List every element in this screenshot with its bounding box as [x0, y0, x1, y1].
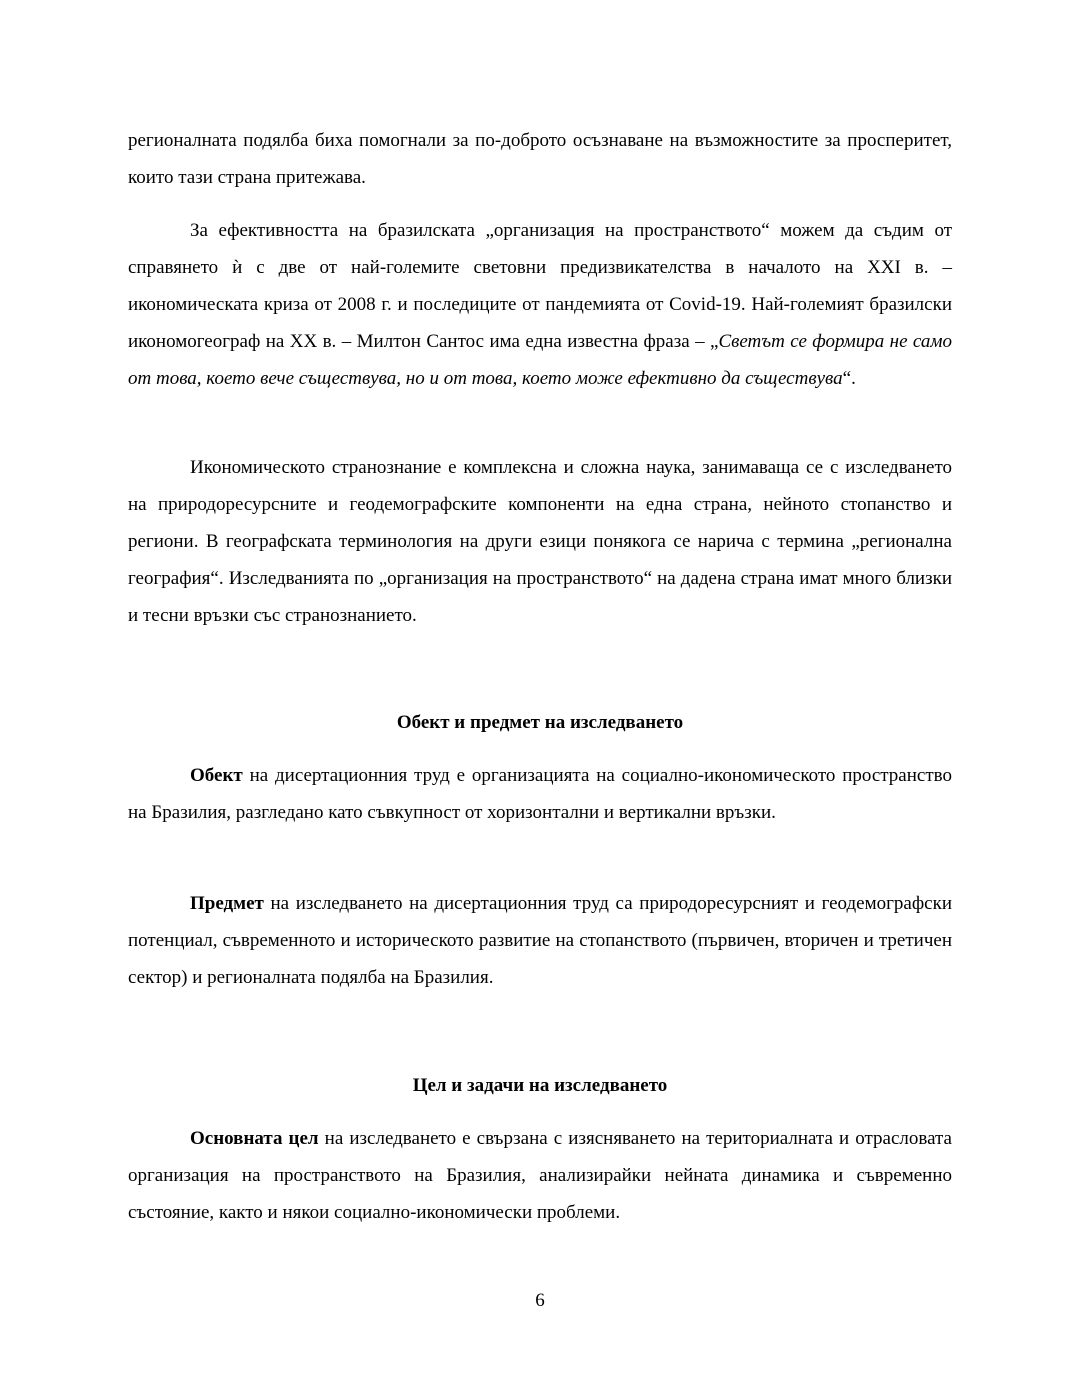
page-number: 6 [535, 1290, 545, 1311]
quote-closing: “. [842, 368, 856, 389]
paragraph-prosperity-text: регионалната подялба биха помогнали за по-доброто осъзнаване на възможностите за просперитет, които тази страна притежава. [128, 130, 952, 188]
paragraph-goal [128, 1120, 952, 1231]
subject-text: на изследването на дисертационния труд са природоресурсният и геодемографски потенциал, съвременното и историческото развитие на стопанството (първичен, вторичен и третичен сектор) и регионалната подялба на Бразилия. [128, 893, 952, 988]
paragraph-effectiveness [128, 212, 952, 397]
milton-santos-quote: Светът се формира не само от това, което вече съществува, но и от това, което може ефективно да съществува [128, 331, 952, 389]
paragraph-prosperity [128, 122, 952, 196]
subject-label: Предмет [190, 893, 264, 914]
object-text: на дисертационния труд е организацията на социално-икономическото пространство на Бразилия, разгледано като съвкупност от хоризонтални и вертикални връзки. [128, 765, 952, 823]
paragraph-subject [128, 885, 952, 996]
paragraph-object [128, 757, 952, 831]
heading-object-subject: Обект и предмет на изследването [396, 712, 684, 733]
paragraph-country-studies [128, 449, 952, 634]
object-label: Обект [190, 765, 243, 786]
goal-label: Основната цел [190, 1128, 319, 1149]
paragraph-country-studies-text: Икономическото странознание е комплексна и сложна наука, занимаваща се с изследването на природоресурсните и геодемографските компоненти на една страна, нейното стопанство и региони. В географската терминология на други езици понякога се нарича с термина „регионална география“. Изследванията по „организация на пространството“ на дадена страна имат много близки и тесни връзки със странознанието. [128, 457, 952, 626]
heading-goal-tasks: Цел и задачи на изследването [412, 1075, 668, 1096]
goal-text: на изследването е свързана с изясняването на териториалната и отрасловата организация на пространството на Бразилия, анализирайки нейната динамика и съвременно състояние, както и някои социално-икономически проблеми. [128, 1128, 952, 1223]
paragraph-effectiveness-text: За ефективността на бразилската „организация на пространството“ можем да съдим от справянето ѝ с две от най-големите световни предизвикателства в началото на XXI в. – икономическата криза от 2008 г. и последиците от пандемията от Covid-19. Най-големият бразилски икономогеограф на XX в. – Милтон Сантос има една известна фраза – „ [128, 220, 952, 352]
